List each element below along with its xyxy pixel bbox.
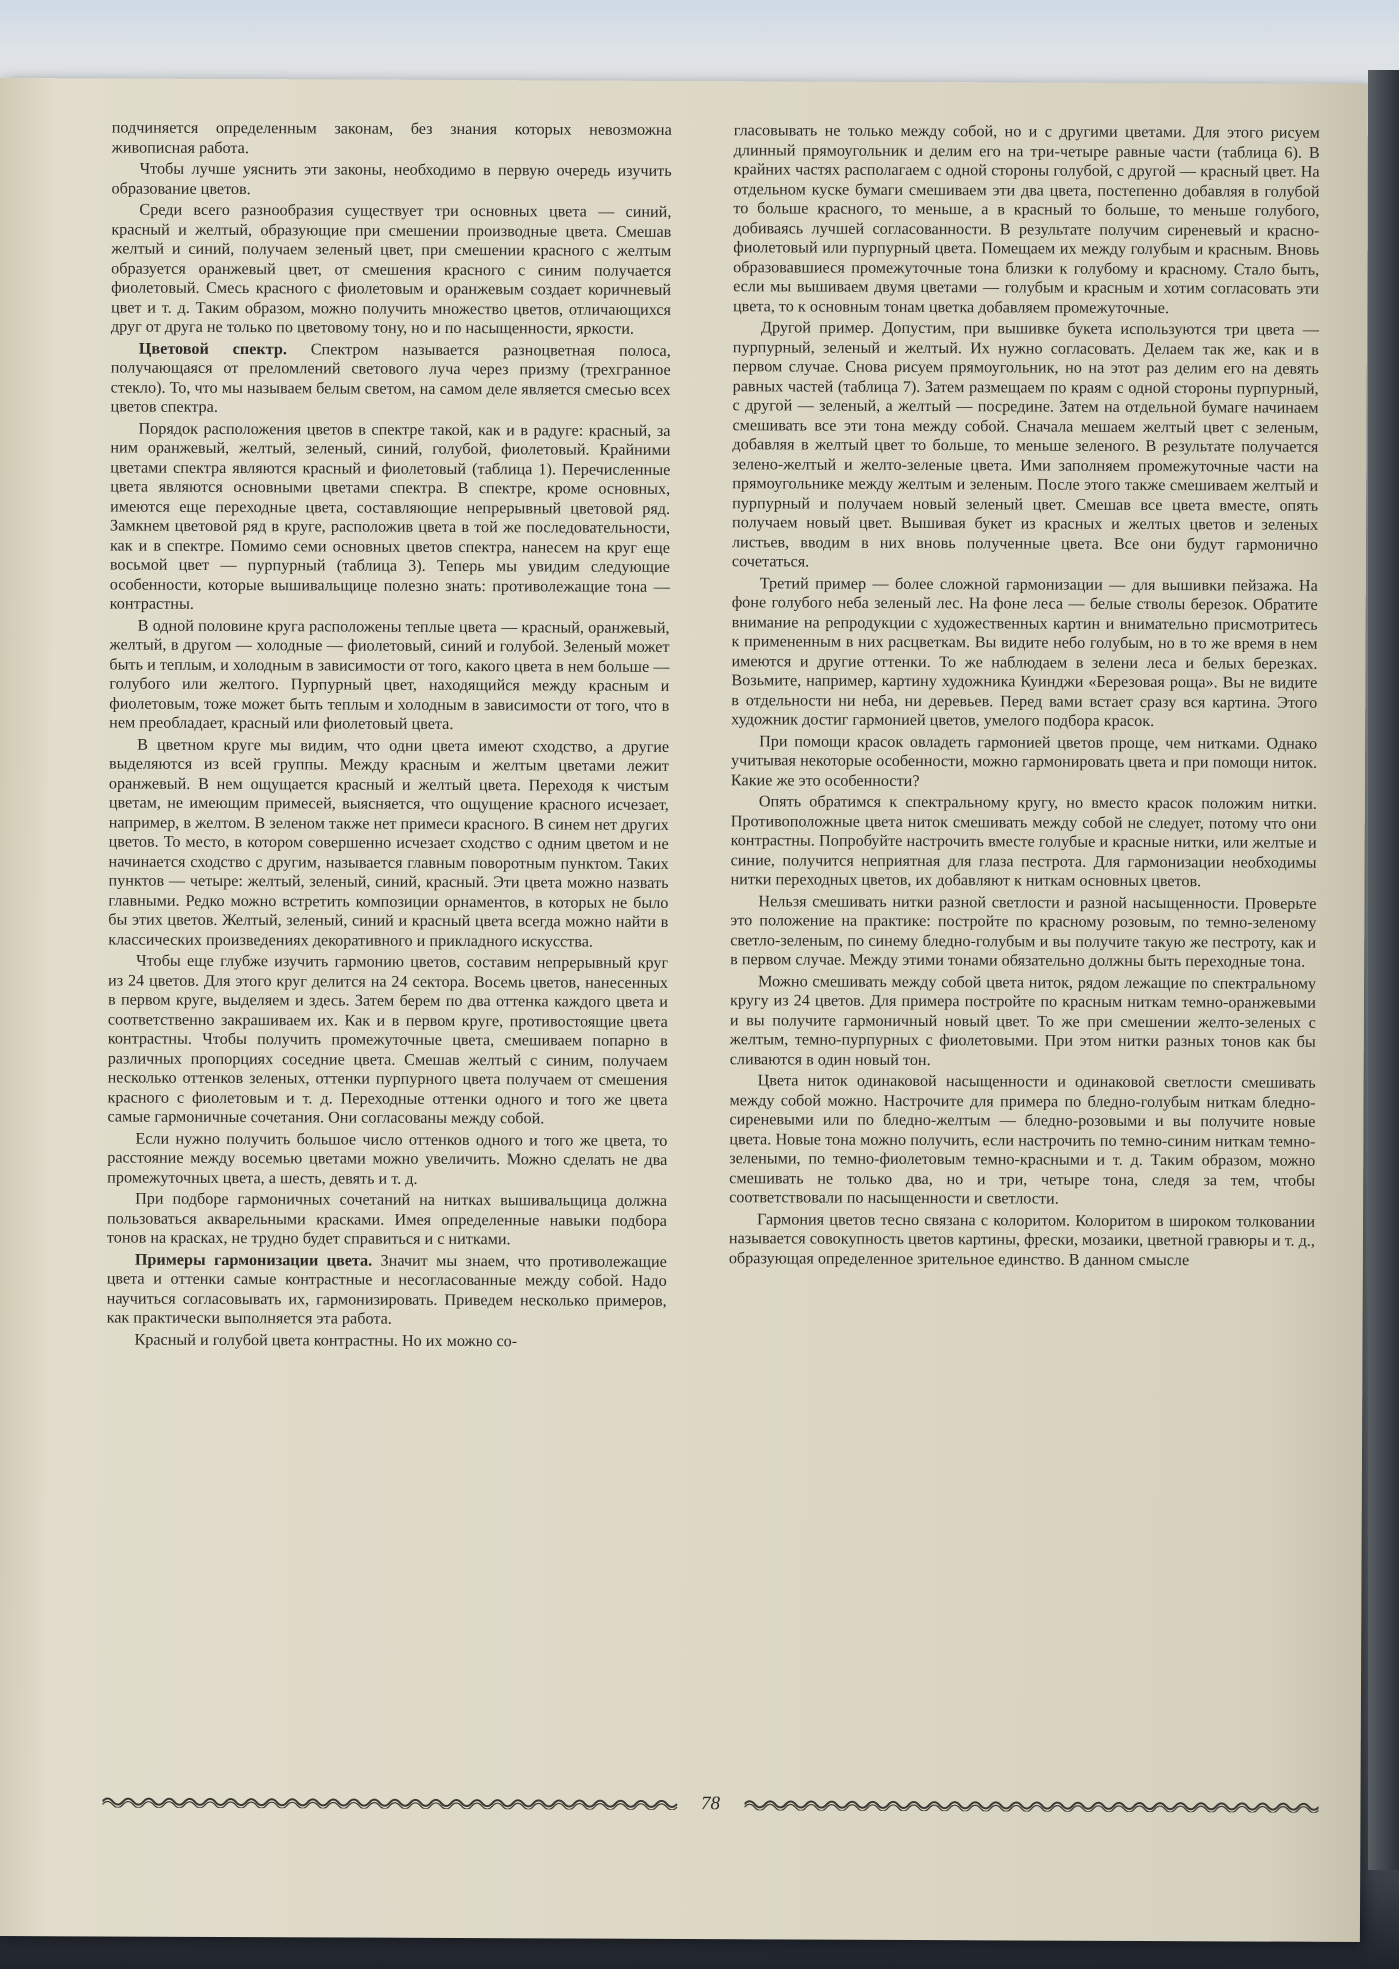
paragraph: Третий пример — более сложной гармонизации — для вышивки пейзажа. На фоне голубого неба зеленый лес. На фоне леса — белые стволы березок. Обратите внимание на репродукции с художественных картин и внимательно присмотритесь к примененным в них расцветкам. Вы видите небо голубым, но в то же время в нем имеются и другие оттенки. То же наблюдаем в зелени леса и белых березках. Возьмите, например, картину художника Куинджи «Березовая роща». Вы не видите в отдельности ни неба, ни деревьев. Перед вами встает сразу вся картина. Этого художник достиг гармонией цветов, умелого подбора красок. — [731, 573, 1318, 731]
left-text-column — [106, 118, 671, 1353]
paragraph-text: Значит мы знаем, что противолежащие цвета и оттенки самые контрастные и несогласованные между собой. Надо научиться согласовывать их, гармонизировать. Приведем несколько примеров, как практически выполняется эта работа. — [106, 1251, 667, 1328]
paragraph-text: Спектром называется разноцветная полоса, получающаяся от преломлений светового луча через призму (трехгранное стекло). То, что мы называем белым светом, на самом деле является смесью всех цветов спектра. — [110, 339, 671, 416]
paragraph: Среди всего разнообразия существует три основных цвета — синий, красный и желтый, образующие при смешении производные цвета. Смешав желтый и синий, получаем зеленый цвет, при смешении красного с желтым образуется оранжевый цвет, от смешения красного с синим получается фиолетовый. Смесь красного с фиолетовым и оранжевым создает коричневый цвет и т. д. Таким образом, можно получить множество цветов, отличающихся друг от друга не только по цветовому тону, но и по насыщенности, яркости. — [110, 200, 672, 338]
paragraph: Цвета ниток одинаковой насыщенности и одинаковой светлости смешивать между собой можно. Настрочите для примера по бледно-голубым ниткам бледно-сиреневыми или по бледно-желтым — бледно-розовыми и вы получите новые цвета. Новые тона можно получить, если настрочить по темно-синим ниткам темно-зелеными, по темно-фиолетовым темно-красными и т. д. Таким образом, можно смешивать не только два, но и три, четыре тона, следя за тем, чтобы соответствовали по насыщенности и светлости. — [729, 1071, 1316, 1208]
right-text-column — [729, 121, 1320, 1273]
paragraph — [107, 1250, 667, 1330]
section-heading-harmonization: Примеры гармонизации цвета. — [134, 1250, 373, 1270]
paragraph: Нельзя смешивать нитки разной светлости и разной насыщенности. Проверьте это положение на практике: постройте по красному розовым, по темно-зеленому светло-зеленым, по синему бледно-голубым и вы получите такую же пестроту, как и в первом случае. Между этими тонами обязательно должны быть переходные тона. — [730, 891, 1317, 971]
paragraph: Гармония цветов тесно связана с колоритом. Колоритом в широком толковании называется совокупность цветов картины, фрески, мозаики, цветной гравюры и т. д., образующая определенное зрительное единство. В данном смысле — [728, 1209, 1316, 1269]
paragraph: Можно смешивать между собой цвета ниток, рядом лежащие по спектральному кругу из 24 цветов. Для примера постройте по красным ниткам темно-оранжевыми и вы получите гармоничный новый цвет. То же при смешении желто-зеленых с желтым, темно-пурпурных с фиолетовыми. При этом нитки разных тонов как бы сливаются в один новый тон. — [729, 971, 1317, 1069]
book-page — [0, 78, 1368, 1942]
paragraph: Опять обратимся к спектральному кругу, но вместо красок положим нитки. Противоположные цвета ниток смешивать между собой не следует, потому что они контрастны. Попробуйте настрочить вместе голубые и красные нитки, или желтые и синие, получится неприятная для глаза пестрота. Для гармонизации необходимы нитки переходных цветов, их добавляют к ниткам основных цветов. — [730, 792, 1317, 891]
paragraph: В одной половине круга расположены теплые цвета — красный, оранжевый, желтый, в другом — холодные — фиолетовый, синий и голубой. Зеленый может быть и теплым, и холодным в зависимости от того, какого цвета в нем больше — голубого или желтого. Пурпурный цвет, находящийся между красным и фиолетовым, тоже может быть теплым и холодным в зависимости от того, что в нем преобладает, красный или фиолетовый цвета. — [109, 616, 670, 733]
paragraph: гласовывать не только между собой, но и с другими цветами. Для этого рисуем длинный прямоугольник и делим его на три-четыре равные части (таблица 6). В крайних частях располагаем с одной стороны голубой, с другой — красный цвет. На отдельном куске бумаги смешиваем эти два цвета, постепенно добавляя в голубой то больше красного, то меньше, а в красный то больше, то меньше голубого, добиваясь лучшей согласованности. В результате получим сиреневый и красно-фиолетовый или пурпурный цвета. Помещаем их между голубым и красным. Вновь образовавшиеся промежуточные тона близки к голубому и красному. Стало быть, если мы вышиваем двумя цветами — голубым и красным и хотим согласовать эти цвета, то к основным тонам цветка добавляем промежуточные. — [732, 121, 1320, 317]
footer-ornament-left — [102, 1795, 677, 1810]
paragraph: Чтобы лучше уяснить эти законы, необходимо в первую очередь изучить образование цветов. — [111, 159, 672, 198]
book-spine-shadow — [1368, 70, 1399, 1870]
paragraph: Порядок расположения цветов в спектре такой, как и в радуге: красный, за ним оранжевый, желтый, зеленый, синий, голубой, фиолетовый. Крайними цветами спектра являются красный и фиолетовый (таблица 1). Перечисленные цвета являются основными цветами спектра. В спектре, кроме основных, имеются еще переходные цвета, составляющие непрерывный цветовой ряд. Замкнем цветовой ряд в круге, расположив цвета в той же последовательности, как и в спектре. Помимо семи основных цветов спектра, нанесем на круг еще восьмой цвет — пурпурный (таблица 3). Теперь мы увидим следующие особенности, которые вышивальщице полезно знать: противолежащие тона — контрастны. — [109, 419, 671, 613]
footer-ornament-right — [744, 1798, 1319, 1813]
section-heading-spectrum: Цветовой спектр. — [138, 339, 287, 358]
paragraph: При подборе гармоничных сочетаний на нитках вышивальщица должна пользоваться акварельными красками. Имея определенные навыки подбора тонов на красках, не трудно будет справиться и с нитками. — [106, 1189, 668, 1249]
paragraph: подчиняется определенным законам, без знания которых невозможна живописная работа. — [111, 118, 672, 157]
paragraph: Если нужно получить большое число оттенков одного и того же цвета, то расстояние между восемью цветами можно увеличить. Можно сделать не два промежуточных цвета, а шесть, девять и т. д. — [107, 1129, 668, 1188]
paragraph: В цветном круге мы видим, что одни цвета имеют сходство, а другие выделяются из всей группы. Между красным и желтым цветами лежит оранжевый. В нем ощущается красный и желтый цвета. Переходя к чистым цветам, не имеющим примесей, выясняется, что ощущение красного исчезает, например, в желтом. В зеленом также нет примеси красного. В синем нет других цветов. То место, в котором совершенно исчезает сходство с одним цветом и не начинается сходство с другим, называется главным поворотным пунктом. Таких пунктов — четыре: желтый, зеленый, синий, красный. Эти цвета можно назвать главными. Редко можно встретить композиции орнаментов, в которых не было бы этих цветов. Желтый, зеленый, синий и красный цвета всегда можно найти в классических произведениях декоративного и прикладного искусства. — [108, 735, 670, 951]
paragraph: Красный и голубой цвета контрастны. Но их можно со- — [134, 1330, 518, 1350]
paragraph: Чтобы еще глубже изучить гармонию цветов, составим непрерывный круг из 24 цветов. Для этого круг делится на 24 сектора. Восемь цветов, нанесенных в первом круге, выделяем и здесь. Затем берем по два оттенка каждого цвета и соответственно закрашиваем их. Как и в первом круге, противостоящие цвета контрастны. Чтобы получить промежуточные цвета, смешиваем попарно в различных пропорциях соседние цвета. Смешав желтый с синим, получаем несколько оттенков зеленых, оттенки пурпурного цвета получаем от смешения красного с фиолетовым и т. д. Переходные оттенки одного и того же цвета самые гармоничные сочетания. Они согласованы между собой. — [107, 951, 669, 1128]
paragraph: При помощи красок овладеть гармонией цветов проще, чем нитками. Однако учитывая некоторые особенности, можно гармонировать цвета и при помощи ниток. Какие же это особенности? — [730, 731, 1318, 790]
page-number: 78 — [700, 1793, 721, 1815]
page-footer — [102, 1786, 1318, 1821]
paragraph: Другой пример. Допустим, при вышивке букета используются три цвета — пурпурный, зеленый и желтый. Их нужно согласовать. Делаем так же, как и в первом случае. Снова рисуем прямоугольник, но на этот раз делим его на девять равных частей (таблица 7). Затем размещаем по краям с одной стороны пурпурный, с другой — зеленый, а желтый — посредине. Затем на отдельной бумаге начинаем смешивать все эти тона между собой. Сначала мешаем желтый цвет с зеленым, добавляя в желтый цвет то больше, то меньше зеленого. В результате получается зелено-желтый и желто-зеленые цвета. Ими заполняем промежуточные части на прямоугольнике между желтым и зеленым. После этого также смешиваем желтый и пурпурный и получаем новый зеленый цвет. Смешав все цвета вместе, опять получаем новый цвет. Вышивая букет из красных и желтых цветов и зеленых листьев, вводим в них вновь полученные цвета. Все они будут гармонично сочетаться. — [731, 318, 1319, 571]
paragraph — [111, 339, 671, 419]
